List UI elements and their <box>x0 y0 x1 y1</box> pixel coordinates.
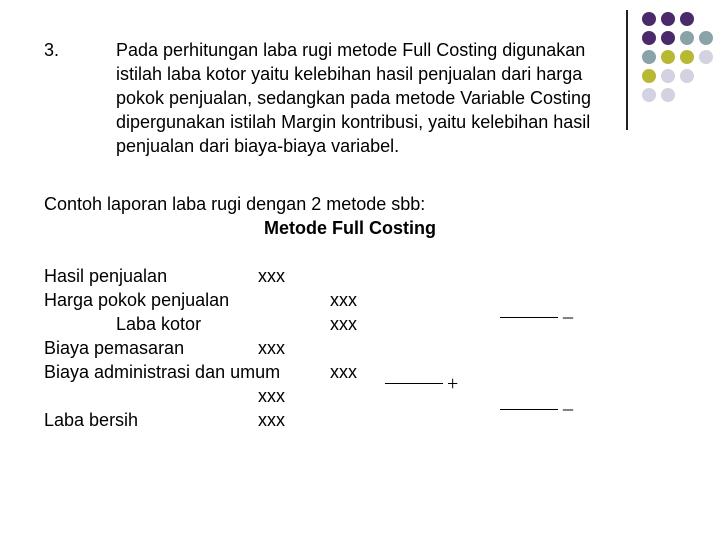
subtotal-rule-1 <box>500 317 558 318</box>
value-biaya-pemasaran: xxx <box>258 338 285 358</box>
decor-dot <box>661 69 675 83</box>
value-harga-pokok-penjualan: xxx <box>330 290 357 310</box>
decor-dot <box>642 69 656 83</box>
example-intro: Contoh laporan laba rugi dengan 2 metode sbb: <box>44 194 426 214</box>
value-total-biaya: xxx <box>330 362 357 382</box>
value-hasil-penjualan: xxx <box>258 266 285 286</box>
label-biaya-administrasi: Biaya administrasi dan umum <box>44 362 281 382</box>
decor-dot <box>680 69 694 83</box>
decor-dot <box>642 50 656 64</box>
decor-dot <box>661 50 675 64</box>
minus-sign-1: _ <box>563 299 573 321</box>
value-biaya-administrasi: xxx <box>258 386 285 406</box>
decor-dot <box>680 12 694 26</box>
label-hasil-penjualan: Hasil penjualan <box>44 266 168 286</box>
decor-dot <box>661 88 675 102</box>
decor-dot <box>661 12 675 26</box>
minus-sign-2: _ <box>563 391 573 413</box>
decor-dot <box>699 31 713 45</box>
plus-sign: + <box>447 373 459 395</box>
label-laba-bersih: Laba bersih <box>44 410 139 430</box>
label-biaya-pemasaran: Biaya pemasaran <box>44 338 185 358</box>
paragraph-line-2: istilah laba kotor yaitu kelebihan hasil penjualan dari harga <box>116 64 583 84</box>
item-number: 3. <box>44 40 60 60</box>
decor-dot <box>642 12 656 26</box>
method-title: Metode Full Costing <box>264 218 436 238</box>
decor-dot <box>661 31 675 45</box>
label-laba-kotor: Laba kotor <box>116 314 202 334</box>
paragraph-line-5: penjualan dari biaya-biaya variabel. <box>116 136 400 156</box>
value-laba-bersih: xxx <box>258 410 285 430</box>
decor-dot <box>680 50 694 64</box>
paragraph-line-1: Pada perhitungan laba rugi metode Full Costing digunakan <box>116 40 586 60</box>
decor-vertical-line <box>626 10 628 130</box>
decor-dot <box>699 50 713 64</box>
decor-dot <box>642 31 656 45</box>
label-harga-pokok-penjualan: Harga pokok penjualan <box>44 290 230 310</box>
subtotal-rule-2 <box>385 383 443 384</box>
value-laba-kotor: xxx <box>330 314 357 334</box>
subtotal-rule-3 <box>500 409 558 410</box>
paragraph-line-3: pokok penjualan, sedangkan pada metode Variable Costing <box>116 88 592 108</box>
decor-dot <box>680 31 694 45</box>
paragraph-line-4: dipergunakan istilah Margin kontribusi, yaitu kelebihan hasil <box>116 112 591 132</box>
decor-dot <box>642 88 656 102</box>
